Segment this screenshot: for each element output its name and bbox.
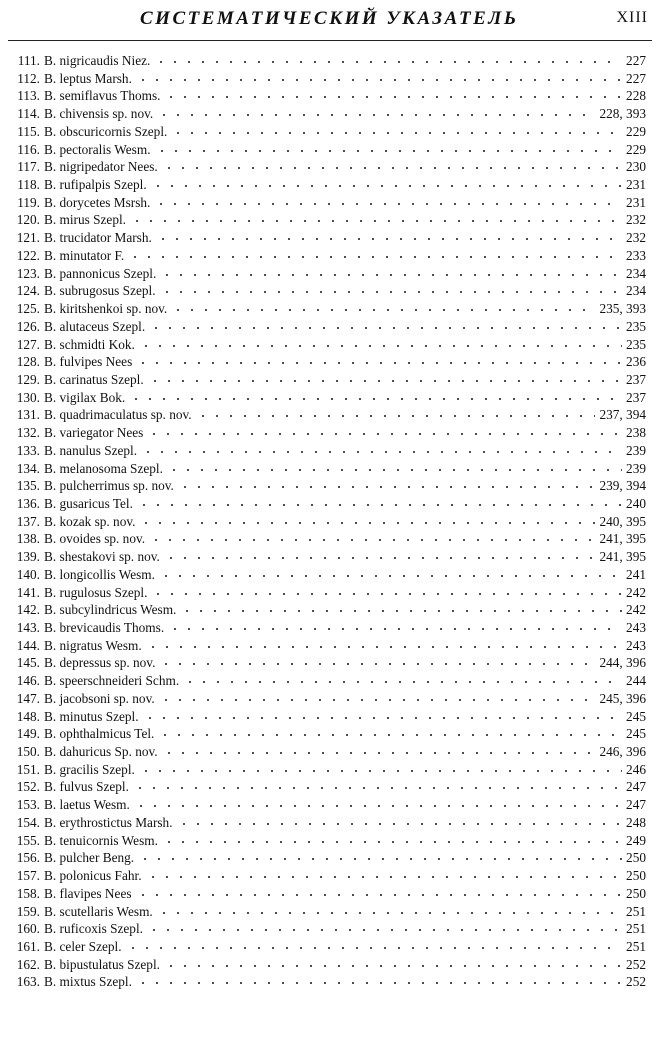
entry-page-reference: 248	[626, 814, 646, 830]
entry-number: 148.	[16, 708, 40, 724]
entry-number: 144.	[16, 637, 40, 653]
index-entry	[10, 176, 646, 194]
entry-species-name: B. nanulus Szepl.	[44, 442, 138, 458]
entry-species-name: B. ruficoxis Szepl.	[44, 921, 143, 937]
entry-number: 136.	[16, 495, 40, 511]
entry-species-name: B. minutator F.	[44, 247, 125, 263]
entry-number: 128.	[16, 354, 40, 370]
entry-number: 150.	[16, 744, 40, 760]
entry-species-name: B. polonicus Fahr.	[44, 868, 142, 884]
dot-leader	[151, 184, 622, 188]
entry-page-reference: 229	[626, 141, 646, 157]
entry-number: 126.	[16, 318, 40, 334]
entry-page-reference: 241	[626, 566, 646, 582]
index-entry	[10, 920, 646, 938]
entry-page-reference: 240, 395	[599, 513, 646, 529]
entry-page-reference: 235	[626, 318, 646, 334]
entry-species-name: B. subcylindricus Wesm.	[44, 602, 177, 618]
index-entry	[10, 584, 646, 602]
entry-number: 157.	[16, 868, 40, 884]
entry-number: 139.	[16, 549, 40, 565]
dot-leader	[171, 131, 622, 135]
index-entry	[10, 796, 646, 814]
entry-page-reference: 230	[626, 159, 646, 175]
dot-leader	[141, 450, 622, 454]
entry-page-reference: 249	[626, 832, 646, 848]
entry-species-name: B. quadrimaculatus sp. nov.	[44, 407, 192, 423]
entry-page-reference: 242	[626, 602, 646, 618]
dot-leader	[159, 574, 622, 578]
entry-species-name: B. pectoralis Wesm.	[44, 141, 151, 157]
entry-species-name: B. trucidator Marsh.	[44, 230, 152, 246]
entry-page-reference: 250	[626, 868, 646, 884]
index-entry	[10, 637, 646, 655]
entry-species-name: B. nigratus Wesm.	[44, 637, 142, 653]
entry-number: 137.	[16, 513, 40, 529]
dot-leader	[156, 237, 622, 241]
entry-page-reference: 234	[626, 283, 646, 299]
entry-species-name: B. tenuicornis Wesm.	[44, 832, 158, 848]
entry-page-reference: 239	[626, 460, 646, 476]
dot-leader	[168, 627, 622, 631]
entry-species-name: B. melanosoma Szepl.	[44, 460, 163, 476]
index-entry	[10, 672, 646, 690]
page-title: СИСТЕМАТИЧЕСКИЙ УКАЗАТЕЛЬ	[140, 8, 519, 29]
index-entry	[10, 725, 646, 743]
entry-number: 141.	[16, 584, 40, 600]
entry-page-reference: 231	[626, 177, 646, 193]
entry-number: 121.	[16, 230, 40, 246]
entry-number: 151.	[16, 761, 40, 777]
dot-leader	[134, 804, 622, 808]
entry-page-reference: 251	[626, 903, 646, 919]
entry-page-reference: 228, 393	[599, 106, 646, 122]
entry-page-reference: 229	[626, 123, 646, 139]
entry-species-name: B. gusaricus Tel.	[44, 495, 133, 511]
entry-species-name: B. ovoides sp. nov.	[44, 531, 146, 547]
index-entry	[10, 158, 646, 176]
index-entry	[10, 849, 646, 867]
entry-number: 155.	[16, 832, 40, 848]
entry-number: 158.	[16, 885, 40, 901]
entry-number: 133.	[16, 442, 40, 458]
entry-number: 124.	[16, 283, 40, 299]
entry-page-reference: 232	[626, 212, 646, 228]
entry-number: 114.	[17, 106, 40, 122]
entry-species-name: B. nigripedator Nees.	[44, 159, 158, 175]
entry-page-reference: 241, 395	[599, 549, 646, 565]
index-entry	[10, 743, 646, 761]
index-entry	[10, 123, 646, 141]
dot-leader	[137, 503, 622, 507]
entry-number: 111.	[17, 53, 40, 68]
dot-leader	[177, 822, 623, 826]
index-entry	[10, 690, 646, 708]
entry-number: 152.	[16, 779, 40, 795]
entry-page-reference: 244, 396	[599, 655, 646, 671]
index-entry	[10, 229, 646, 247]
entry-number: 132.	[16, 425, 40, 441]
index-entry	[10, 601, 646, 619]
entry-species-name: B. vigilax Bok.	[44, 389, 126, 405]
index-entry	[10, 530, 646, 548]
entry-species-name: B. variegator Nees	[44, 425, 144, 441]
entry-species-name: B. gracilis Szepl.	[44, 761, 135, 777]
dot-leader	[167, 468, 622, 472]
dot-leader	[154, 202, 622, 206]
index-entry	[10, 87, 646, 105]
dot-leader	[136, 361, 622, 365]
index-entry	[10, 105, 646, 123]
entry-page-reference: 237	[626, 389, 646, 405]
entry-page-reference: 243	[626, 620, 646, 635]
index-entry	[10, 654, 646, 672]
entry-number: 120.	[16, 212, 40, 228]
page-header	[0, 0, 660, 50]
index-entry	[10, 619, 646, 637]
entry-page-reference: 251	[626, 921, 646, 937]
entry-species-name: B. shestakovi sp. nov.	[44, 549, 160, 565]
index-entry	[10, 70, 646, 88]
entry-page-reference: 231	[626, 194, 646, 210]
entry-page-reference: 252	[626, 956, 646, 972]
entry-page-reference: 245, 396	[599, 690, 646, 706]
entry-page-reference: 227	[626, 53, 646, 68]
entry-species-name: B. kozak sp. nov.	[44, 513, 136, 529]
entry-number: 134.	[16, 460, 40, 476]
dot-leader	[147, 432, 622, 436]
dot-leader	[164, 964, 622, 968]
index-entry	[10, 300, 646, 318]
entry-number: 149.	[16, 726, 40, 742]
entry-page-reference: 246	[626, 761, 646, 777]
entry-page-reference: 244	[626, 673, 646, 689]
entry-number: 115.	[17, 123, 40, 139]
entry-number: 130.	[16, 389, 40, 405]
entry-page-reference: 238	[626, 425, 646, 441]
entry-page-reference: 252	[626, 974, 646, 990]
entry-species-name: B. nigricaudis Niez.	[44, 53, 151, 68]
dot-leader	[158, 733, 622, 737]
entry-page-reference: 247	[626, 797, 646, 813]
index-entry	[10, 495, 646, 513]
entry-number: 163.	[16, 974, 40, 990]
entry-number: 131.	[16, 407, 40, 423]
dot-leader	[138, 857, 622, 861]
entry-number: 146.	[16, 673, 40, 689]
dot-leader	[160, 290, 622, 294]
index-entry	[10, 336, 646, 354]
entry-page-reference: 250	[626, 885, 646, 901]
entry-page-reference: 251	[626, 938, 646, 954]
dot-leader	[171, 308, 595, 312]
entry-species-name: B. fulvipes Nees	[44, 354, 133, 370]
index-entry	[10, 548, 646, 566]
dot-leader	[151, 592, 622, 596]
dot-leader	[143, 716, 622, 720]
dot-leader	[162, 166, 622, 170]
entry-number: 147.	[16, 690, 40, 706]
entry-page-reference: 239	[626, 442, 646, 458]
index-entry	[10, 424, 646, 442]
dot-leader	[146, 645, 622, 649]
index-entry	[10, 938, 646, 956]
entry-species-name: B. jacobsoni sp. nov.	[44, 690, 155, 706]
entry-number: 116.	[17, 141, 40, 157]
dot-leader	[139, 769, 622, 773]
entry-species-name: B. mirus Szepl.	[44, 212, 126, 228]
index-entry	[10, 761, 646, 779]
dot-leader	[159, 662, 595, 666]
dot-leader	[155, 149, 623, 153]
entry-species-name: B. obscuricornis Szepl.	[44, 123, 168, 139]
index-entry	[10, 903, 646, 921]
entry-number: 138.	[16, 531, 40, 547]
index-entry	[10, 814, 646, 832]
entry-species-name: B. rufipalpis Szepl.	[44, 177, 147, 193]
entry-number: 125.	[16, 301, 40, 317]
entry-species-name: B. flavipes Nees	[44, 885, 132, 901]
entry-page-reference: 234	[626, 265, 646, 281]
entry-species-name: B. erythrostictus Marsh.	[44, 814, 173, 830]
entry-page-reference: 245	[626, 708, 646, 724]
entry-number: 153.	[16, 797, 40, 813]
entry-species-name: B. leptus Marsh.	[44, 70, 132, 86]
entry-species-name: B. pannonicus Szepl.	[44, 265, 157, 281]
entry-number: 161.	[16, 938, 40, 954]
dot-leader	[126, 946, 623, 950]
entry-species-name: B. longicollis Wesm.	[44, 566, 155, 582]
entry-page-reference: 241, 395	[599, 531, 646, 547]
entry-page-reference: 239, 394	[599, 478, 646, 494]
entry-page-reference: 228	[626, 88, 646, 104]
index-entry	[10, 265, 646, 283]
dot-leader	[146, 875, 623, 879]
entry-number: 123.	[16, 265, 40, 281]
entry-species-name: B. semiflavus Thoms.	[44, 88, 161, 104]
entry-species-name: B. dahuricus Sp. nov.	[44, 744, 158, 760]
dot-leader	[180, 609, 622, 613]
entry-page-reference: 245	[626, 726, 646, 742]
dot-leader	[157, 911, 622, 915]
dot-leader	[139, 521, 595, 525]
entry-page-reference: 243	[626, 637, 646, 653]
entry-species-name: B. celer Szepl.	[44, 938, 122, 954]
entry-species-name: B. kiritshenkoi sp. nov.	[44, 301, 168, 317]
entry-number: 140.	[16, 566, 40, 582]
index-entry	[10, 371, 646, 389]
entry-species-name: B. scutellaris Wesm.	[44, 903, 153, 919]
entry-species-name: B. rugulosus Szepl.	[44, 584, 148, 600]
index-entry	[10, 708, 646, 726]
entry-species-name: B. dorycetes Msrsh.	[44, 194, 151, 210]
entry-species-name: B. speerschneideri Schm.	[44, 673, 180, 689]
dot-leader	[128, 255, 622, 259]
dot-leader	[136, 893, 623, 897]
entry-page-reference: 247	[626, 779, 646, 795]
entry-species-name: B. alutaceus Szepl.	[44, 318, 146, 334]
entry-page-reference: 235, 393	[599, 301, 646, 317]
index-entry	[10, 318, 646, 336]
dot-leader	[136, 981, 622, 985]
dot-leader	[136, 78, 622, 82]
index-entry	[10, 282, 646, 300]
entry-page-reference: 237	[626, 371, 646, 387]
dot-leader	[178, 485, 596, 489]
dot-leader	[164, 95, 622, 99]
index-entry	[10, 778, 646, 796]
entry-page-reference: 242	[626, 584, 646, 600]
dot-leader	[147, 928, 622, 932]
index-entry	[10, 973, 646, 991]
dot-leader	[160, 273, 622, 277]
entry-page-reference: 232	[626, 230, 646, 246]
dot-leader	[149, 326, 622, 330]
index-entry	[10, 566, 646, 584]
entry-species-name: B. mixtus Szepl.	[44, 974, 132, 990]
entry-species-name: B. ophthalmicus Tel.	[44, 726, 155, 742]
entry-number: 122.	[16, 247, 40, 263]
dot-leader	[157, 113, 595, 117]
entry-species-name: B. bipustulatus Szepl.	[44, 956, 160, 972]
index-entry	[10, 52, 646, 70]
dot-leader	[129, 397, 622, 401]
index-entry	[10, 867, 646, 885]
index-entry	[10, 406, 646, 424]
index-entry	[10, 247, 646, 265]
dot-leader	[183, 680, 622, 684]
dot-leader	[133, 786, 622, 790]
entry-species-name: B. minutus Szepl.	[44, 708, 139, 724]
index-entry	[10, 477, 646, 495]
index-entry	[10, 141, 646, 159]
entry-number: 160.	[16, 921, 40, 937]
entry-page-reference: 235	[626, 336, 646, 352]
index-entry	[10, 353, 646, 371]
entry-page-reference: 246, 396	[599, 744, 646, 760]
dot-leader	[196, 414, 596, 418]
entry-number: 129.	[16, 371, 40, 387]
entry-page-reference: 237, 394	[599, 407, 646, 423]
entry-number: 142.	[16, 602, 40, 618]
entry-number: 162.	[16, 956, 40, 972]
header-rule	[8, 40, 652, 41]
dot-leader	[162, 840, 622, 844]
entry-page-reference: 227	[626, 70, 646, 86]
index-entry	[10, 460, 646, 478]
entry-species-name: B. brevicaudis Thoms.	[44, 620, 165, 635]
entry-number: 156.	[16, 850, 40, 866]
entry-number: 145.	[16, 655, 40, 671]
index-entry	[10, 832, 646, 850]
entry-page-reference: 240	[626, 495, 646, 511]
index-entry	[10, 442, 646, 460]
dot-leader	[139, 344, 622, 348]
entry-page-reference: 233	[626, 247, 646, 263]
entry-species-name: B. depressus sp. nov.	[44, 655, 156, 671]
entry-number: 119.	[17, 194, 40, 210]
index-entry	[10, 389, 646, 407]
dot-leader	[130, 219, 622, 223]
index-entry	[10, 211, 646, 229]
page-number: XIII	[616, 9, 648, 26]
entry-species-name: B. fulvus Szepl.	[44, 779, 129, 795]
entry-number: 113.	[17, 88, 40, 104]
entry-species-name: B. chivensis sp. nov.	[44, 106, 154, 122]
entry-species-name: B. carinatus Szepl.	[44, 371, 144, 387]
entry-number: 143.	[16, 620, 40, 635]
entry-species-name: B. laetus Wesm.	[44, 797, 130, 813]
index-entry	[10, 194, 646, 212]
entry-species-name: B. subrugosus Szepl.	[44, 283, 156, 299]
entry-page-reference: 250	[626, 850, 646, 866]
entry-number: 112.	[17, 70, 40, 86]
entry-number: 159.	[16, 903, 40, 919]
entry-page-reference: 236	[626, 354, 646, 370]
dot-leader	[162, 751, 596, 755]
entry-number: 127.	[16, 336, 40, 352]
entry-number: 154.	[16, 814, 40, 830]
entry-species-name: B. pulcherrimus sp. nov.	[44, 478, 174, 494]
index-entry-list	[10, 52, 646, 991]
entry-number: 118.	[17, 177, 40, 193]
dot-leader	[149, 538, 595, 542]
index-entry	[10, 513, 646, 531]
dot-leader	[154, 60, 622, 64]
index-entry	[10, 885, 646, 903]
entry-species-name: B. schmidti Kok.	[44, 336, 135, 352]
dot-leader	[159, 698, 596, 702]
entry-number: 117.	[17, 159, 40, 175]
entry-species-name: B. pulcher Beng.	[44, 850, 135, 866]
dot-leader	[164, 556, 596, 560]
entry-number: 135.	[16, 478, 40, 494]
index-entry	[10, 956, 646, 974]
dot-leader	[148, 379, 622, 383]
